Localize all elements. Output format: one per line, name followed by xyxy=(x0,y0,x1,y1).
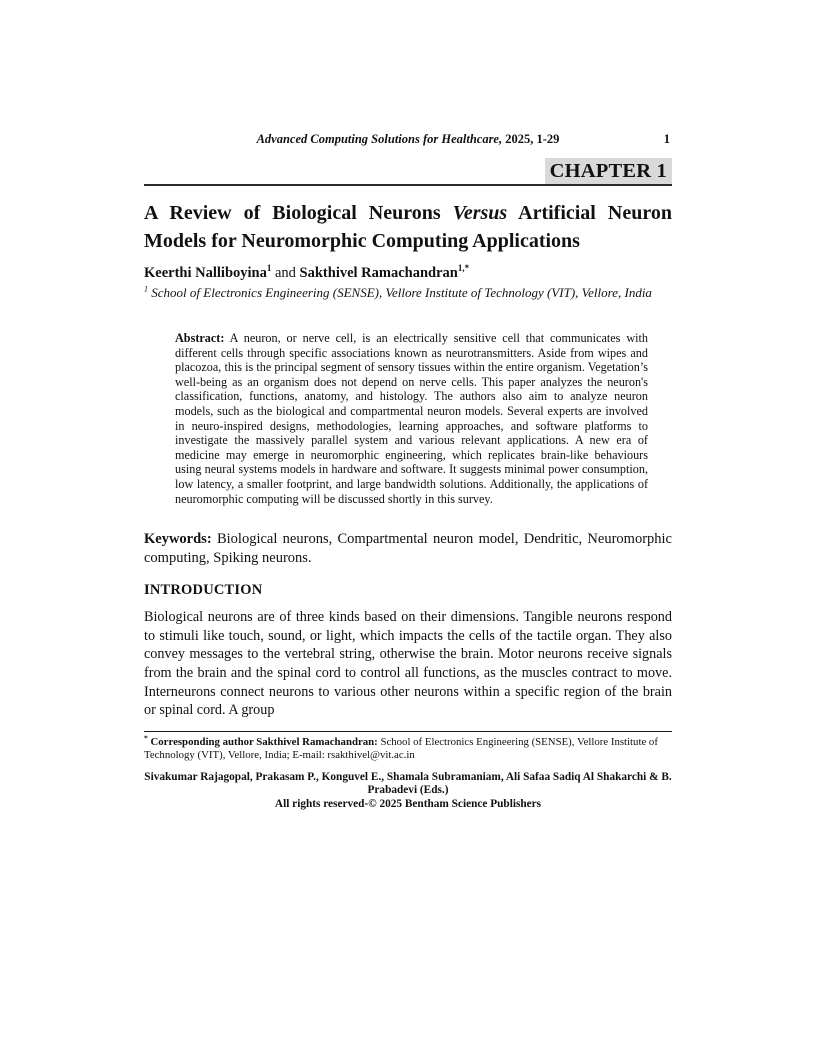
chapter-row xyxy=(144,158,672,186)
author-1-superscript: 1 xyxy=(266,263,272,274)
page-number: 1 xyxy=(663,132,670,146)
footnote-bold-text: Corresponding author Sakthivel Ramachandran: xyxy=(147,735,378,748)
abstract-label: Abstract: xyxy=(175,331,225,345)
authors-line: Keerthi Nalliboyina$^1$ and Sakthivel Ramachandran$^{1,*}$ xyxy=(144,263,470,281)
imprint-block xyxy=(144,771,672,811)
author-1: Keerthi Nalliboyina xyxy=(144,265,267,281)
running-header xyxy=(144,132,672,147)
chapter-banner: CHAPTER 1 xyxy=(545,158,672,184)
affiliation-superscript: 1 xyxy=(144,284,149,294)
author-2-superscript: 1,* xyxy=(457,263,470,274)
keywords-label: Keywords: xyxy=(144,531,212,548)
introduction-paragraph: Biological neurons are of three kinds based on their dimensions. Tangible neurons respond to stimuli like touch, sound, or light, which impacts the cells of the tactile organ. They also convey messages to the vertebral string, otherwise the brain. Motor neurons receive signals from the brain and the spinal cord to control all functions, as the muscles contract to move. Interneurons connect neurons to various other neurons within a specific region of the brain or spinal cord. A group xyxy=(144,609,672,719)
author-2: Sakthivel Ramachandran xyxy=(299,265,458,281)
footnote-asterisk: * xyxy=(144,733,148,743)
affiliation-line: $^1$ School of Electronics Engineering (SENSE), Vellore Institute of Technology (VIT), Vellore, India xyxy=(144,284,652,300)
rights-line: All rights reserved-© 2025 Bentham Science Publishers xyxy=(274,797,542,810)
editors-line: Sivakumar Rajagopal, Prakasam P., Konguvel E., Shamala Subramaniam, Ali Safaa Sadiq Al Shakarchi & B. Prabadevi (Eds.) xyxy=(144,770,672,796)
corresponding-author-footnote: * Corresponding author Sakthivel Ramachandran: School of Electronics Engineering (SENSE), Vellore Institute of Technology (VIT), Vellore, India; E-mail: rsakthivel@vit.ac.in xyxy=(144,731,672,762)
page-content xyxy=(144,0,672,811)
journal-title: Advanced Computing Solutions for Healthcare, 2025, 1-29 xyxy=(256,132,560,146)
title-italic-word: Versus xyxy=(452,202,508,224)
keywords-paragraph: Keywords: Biological neurons, Compartmental neuron model, Dendritic, Neuromorphic computing, Spiking neurons. xyxy=(144,531,672,566)
chapter-title: A Review of Biological Neurons Versus Artificial Neuron Models for Neuromorphic Computing Applications xyxy=(144,202,672,252)
section-heading-introduction: INTRODUCTION xyxy=(144,582,263,599)
abstract-paragraph: Abstract: A neuron, or nerve cell, is an electrically sensitive cell that communicates with different cells through specific associations known as neurotransmitters. Aside from wipes and placozoa, this is the principal segment of sensory tissues within the entire organism. Vegetation’s well-being as an organism does not depend on nerve cells. This paper analyzes the neuron's classification, functions, anatomy, and histology. The authors also aim to analyze neuron models, such as the biological and compartmental neuron models. Several experts are involved in neuro-inspired designs, methodologies, learning approaches, and software platforms to investigate the massively parallel system and various relevant applications. A new era of medicine may emerge in neuromorphic engineering, which replicates brain-like behaviours using neural systems models in hardware and software. It suggests minimal power consumption, low latency, a smaller footprint, and large bandwidth solutions. Additionally, the applications of neuromorphic computing will be discussed shortly in this survey. xyxy=(175,331,648,506)
